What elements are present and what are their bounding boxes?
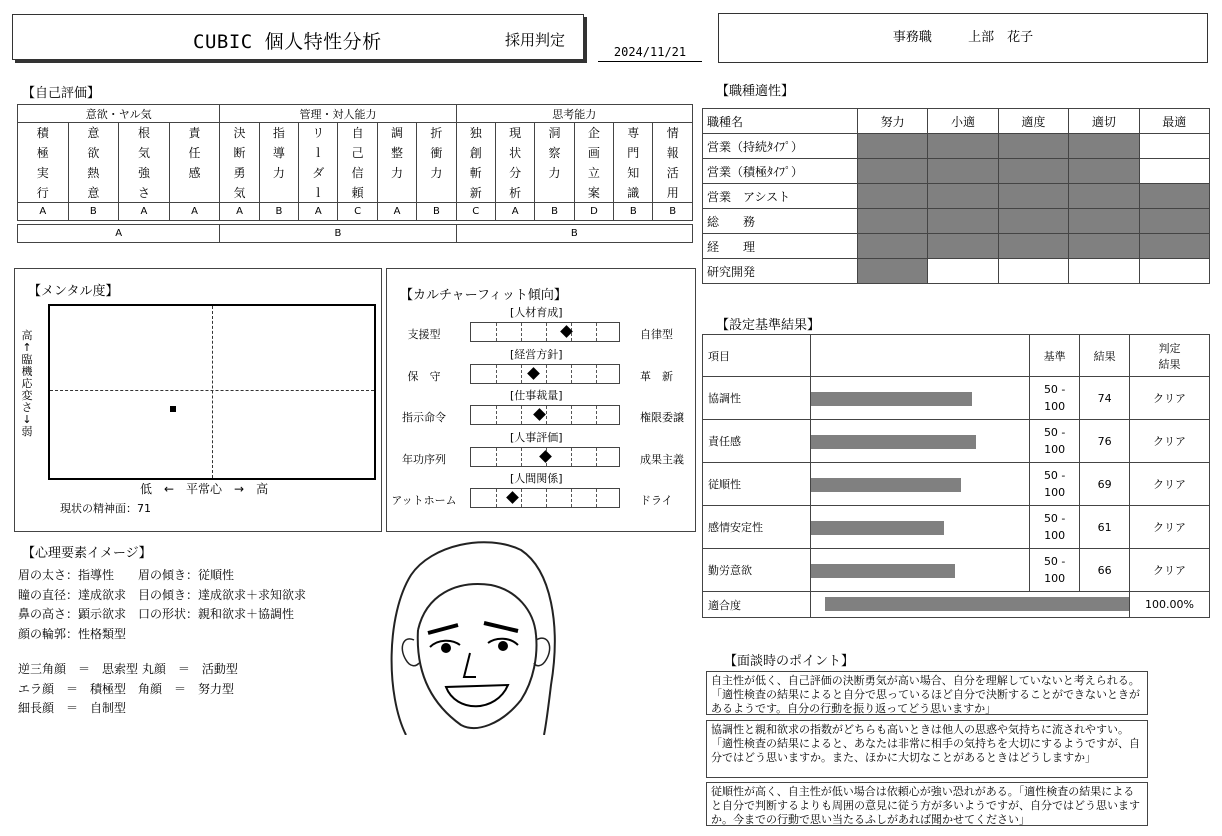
self-eval-trait-char: 力 xyxy=(259,163,298,183)
job-fit-cell xyxy=(1069,184,1139,209)
self-eval-trait-char: 衝 xyxy=(417,143,456,163)
self-eval-table xyxy=(17,104,693,243)
culture-heading: [人間関係] xyxy=(510,472,563,485)
criteria-standard xyxy=(1030,506,1080,549)
self-eval-trait-char: 断 xyxy=(220,143,259,163)
job-fit-cell xyxy=(928,259,998,284)
job-type: 事務職 xyxy=(892,30,932,45)
criteria-header-item: 項目 xyxy=(703,335,811,377)
criteria-header-judge-line: 判定 xyxy=(1158,341,1181,355)
job-fit-cell xyxy=(1069,259,1139,284)
job-fit-cell xyxy=(857,134,927,159)
self-eval-trait-char: 企 xyxy=(574,123,613,143)
job-fit-header: 努力 xyxy=(857,109,927,134)
interview-note: 従順性が高く、自主性が低い場合は依頼心が強い恐れがある。「適性検査の結果によると自分で判断するよりも周囲の意見に従う方が多いようですが、自分ではどう思いますか。今までの行動で思い当たるふしがあれば聞かせてください」 xyxy=(706,782,1148,826)
candidate-box xyxy=(718,13,1208,63)
criteria-result: 74 xyxy=(1080,377,1130,420)
table-row xyxy=(703,159,1210,184)
self-eval-trait-char: 信 xyxy=(338,163,377,183)
culture-scale-tick xyxy=(521,489,522,507)
job-fit-header: 適切 xyxy=(1069,109,1139,134)
criteria-header-judge xyxy=(1130,335,1210,377)
self-eval-trait-char: 整 xyxy=(377,143,416,163)
mental-title: 【メンタル度】 xyxy=(28,284,119,299)
psych-face-type: 細長顔 ＝ 自制型 xyxy=(18,701,127,715)
report-subtitle: 採用判定 xyxy=(505,31,566,49)
criteria-title: 【設定基準結果】 xyxy=(716,318,821,333)
interview-note: 自主性が低く、自己評価の決断勇気が高い場合、自分を理解していないと考えられる。「適性検査の結果によると自分で思っているほど自分で決断することができないときがあるようです。自分の行動を振り返ってどう思いますか」 xyxy=(706,671,1148,715)
criteria-result: 76 xyxy=(1080,420,1130,463)
mental-x-axis: 低 ← 平常心 → 高 xyxy=(140,482,269,496)
job-fit-cell xyxy=(998,159,1068,184)
self-eval-trait-char: ダ xyxy=(299,163,338,183)
mental-y-axis-char: ↓ xyxy=(22,413,32,426)
culture-heading: [経営方針] xyxy=(510,347,563,361)
self-eval-trait-char: 報 xyxy=(653,143,693,163)
self-eval-group-grade: A xyxy=(18,225,220,243)
culture-items xyxy=(386,300,696,530)
psych-line: 瞳の直径：達成欲求 目の傾き：達成欲求＋求知欲求 xyxy=(18,587,307,602)
self-eval-trait-char: 知 xyxy=(614,163,653,183)
candidate-name: 上部 花子 xyxy=(968,30,1034,45)
culture-scale-tick xyxy=(596,489,597,507)
job-fit-cell xyxy=(857,259,927,284)
self-eval-trait-char: 斬 xyxy=(456,163,495,183)
criteria-standard-top: 50 - xyxy=(1043,383,1066,396)
mental-y-axis-char: 応 xyxy=(21,377,33,390)
job-fit-cell xyxy=(998,184,1068,209)
culture-left-label: 支援型 xyxy=(407,328,441,341)
criteria-standard-top: 50 - xyxy=(1043,426,1066,439)
criteria-header-judge-line: 結果 xyxy=(1158,357,1181,371)
culture-marker xyxy=(527,367,540,380)
criteria-header-bar xyxy=(810,335,1029,377)
culture-scale-tick xyxy=(596,448,597,466)
criteria-table xyxy=(702,334,1210,618)
job-fit-cell xyxy=(857,234,927,259)
mental-point xyxy=(170,406,176,412)
culture-heading: [人事評価] xyxy=(510,430,563,444)
job-fit-cell xyxy=(1139,209,1209,234)
self-eval-trait-char: 案 xyxy=(574,183,613,203)
fit-bar-cell xyxy=(810,592,1129,618)
criteria-standard-top: 50 - xyxy=(1043,555,1066,568)
self-eval-trait-char: 頼 xyxy=(338,183,377,203)
culture-scale-tick xyxy=(546,489,547,507)
job-fit-header: 職種名 xyxy=(703,109,858,134)
table-row xyxy=(703,184,1210,209)
self-eval-trait-char: 立 xyxy=(574,163,613,183)
job-fit-cell xyxy=(857,184,927,209)
report-title-box xyxy=(12,14,584,60)
mental-y-axis xyxy=(20,330,34,438)
self-eval-trait-char: 意 xyxy=(68,123,119,143)
mental-y-axis-char: さ xyxy=(21,401,33,414)
culture-scale-tick xyxy=(496,489,497,507)
self-eval-trait-grade: D xyxy=(574,203,613,221)
self-eval-trait-char: 欲 xyxy=(68,143,119,163)
fit-label: 適合度 xyxy=(703,592,811,618)
culture-scale xyxy=(470,322,620,342)
culture-scale-tick xyxy=(496,365,497,383)
table-row xyxy=(703,134,1210,159)
culture-left-label: アットホーム xyxy=(391,494,457,507)
self-eval-trait-char xyxy=(169,183,220,203)
job-fit-cell xyxy=(1139,134,1209,159)
self-eval-trait-char: 調 xyxy=(377,123,416,143)
self-eval-trait-char: 情 xyxy=(653,123,693,143)
culture-scale-tick xyxy=(596,365,597,383)
self-eval-trait-grade: B xyxy=(417,203,456,221)
culture-scale xyxy=(470,405,620,425)
self-eval-trait-char: 責 xyxy=(169,123,220,143)
culture-scale-tick xyxy=(496,323,497,341)
criteria-header-result: 結果 xyxy=(1080,335,1130,377)
job-fit-header: 小適 xyxy=(928,109,998,134)
criteria-bar-cell xyxy=(810,420,1029,463)
job-fit-cell xyxy=(1069,209,1139,234)
job-fit-cell xyxy=(928,134,998,159)
mental-y-axis-char: 高 xyxy=(21,329,33,342)
culture-scale-tick xyxy=(546,323,547,341)
culture-heading: [人材育成] xyxy=(510,306,563,319)
criteria-standard xyxy=(1030,377,1080,420)
self-eval-trait-char: 察 xyxy=(535,143,574,163)
culture-scale-tick xyxy=(496,448,497,466)
self-eval-trait-char: リ xyxy=(299,123,338,143)
job-fit-cell xyxy=(857,159,927,184)
self-eval-trait-grade: A xyxy=(377,203,416,221)
self-eval-trait-char: 導 xyxy=(259,143,298,163)
job-name: 経 理 xyxy=(703,234,858,259)
criteria-judge: クリア xyxy=(1130,549,1210,592)
criteria-bar xyxy=(811,478,961,492)
self-eval-trait-grade: C xyxy=(456,203,495,221)
job-fit-title: 【職種適性】 xyxy=(716,84,795,99)
job-fit-cell xyxy=(928,209,998,234)
self-eval-trait-char: 感 xyxy=(169,163,220,183)
job-name: 研究開発 xyxy=(703,259,858,284)
self-eval-trait-char: ｌ xyxy=(299,143,338,163)
psych-title: 【心理要素イメージ】 xyxy=(22,546,152,561)
table-row xyxy=(703,259,1210,284)
self-eval-trait-char: 識 xyxy=(614,183,653,203)
culture-scale-tick xyxy=(521,365,522,383)
job-name: 営業 アシスト xyxy=(703,184,858,209)
criteria-item-name: 協調性 xyxy=(703,377,811,420)
self-eval-trait-char: 門 xyxy=(614,143,653,163)
self-eval-trait-char: 画 xyxy=(574,143,613,163)
self-eval-trait-char xyxy=(377,183,416,203)
self-eval-trait-char: 分 xyxy=(495,163,534,183)
culture-right-label: 成果主義 xyxy=(640,452,684,466)
criteria-standard xyxy=(1030,549,1080,592)
criteria-item-name: 責任感 xyxy=(703,420,811,463)
criteria-standard xyxy=(1030,420,1080,463)
report-date: 2024/11/21 xyxy=(598,42,702,62)
criteria-standard-top: 50 - xyxy=(1043,512,1066,525)
culture-heading: [仕事裁量] xyxy=(510,389,563,402)
self-eval-trait-char: 任 xyxy=(169,143,220,163)
self-eval-trait-char: 用 xyxy=(653,183,693,203)
culture-scale-tick xyxy=(521,323,522,341)
mental-plot xyxy=(48,304,376,480)
job-name: 営業（持続ﾀｲﾌﾟ） xyxy=(703,134,858,159)
self-eval-trait-char: 新 xyxy=(456,183,495,203)
criteria-standard-bottom: 100 xyxy=(1044,400,1066,413)
self-eval-group-name: 思考能力 xyxy=(456,105,692,123)
job-fit-cell xyxy=(1139,234,1209,259)
mental-h-divider xyxy=(50,390,374,391)
culture-left-label: 保 守 xyxy=(407,369,441,383)
criteria-header-standard: 基準 xyxy=(1030,335,1080,377)
table-row xyxy=(703,209,1210,234)
self-eval-trait-char: 洞 xyxy=(535,123,574,143)
self-eval-trait-char: 決 xyxy=(220,123,259,143)
culture-scale-tick xyxy=(571,448,572,466)
self-eval-trait-char: 熱 xyxy=(68,163,119,183)
culture-right-label: 自律型 xyxy=(640,328,673,341)
culture-marker xyxy=(533,408,546,421)
self-eval-trait-char: 力 xyxy=(535,163,574,183)
criteria-bar xyxy=(811,521,944,535)
culture-scale-tick xyxy=(546,406,547,424)
self-eval-trait-grade: A xyxy=(220,203,259,221)
table-row xyxy=(703,420,1210,463)
table-row xyxy=(703,549,1210,592)
job-fit-cell xyxy=(928,234,998,259)
fit-bar xyxy=(825,597,1129,611)
culture-scale xyxy=(470,364,620,384)
criteria-result: 69 xyxy=(1080,463,1130,506)
self-eval-trait-char xyxy=(259,183,298,203)
job-fit-header: 適度 xyxy=(998,109,1068,134)
job-fit-cell xyxy=(998,259,1068,284)
job-fit-cell xyxy=(998,234,1068,259)
self-eval-trait-char: 自 xyxy=(338,123,377,143)
culture-right-label: ドライ xyxy=(640,494,673,507)
self-eval-trait-char: ｌ xyxy=(299,183,338,203)
self-eval-trait-grade: B xyxy=(259,203,298,221)
job-fit-cell xyxy=(1069,134,1139,159)
self-eval-trait-char: 根 xyxy=(119,123,170,143)
self-eval-trait-char: さ xyxy=(119,183,170,203)
self-eval-trait-grade: B xyxy=(653,203,693,221)
self-eval-trait-char: 指 xyxy=(259,123,298,143)
report-title: CUBIC 個人特性分析 xyxy=(193,31,382,53)
self-eval-trait-char xyxy=(535,183,574,203)
culture-scale-tick xyxy=(596,406,597,424)
culture-scale-tick xyxy=(596,323,597,341)
criteria-standard-bottom: 100 xyxy=(1044,572,1066,585)
culture-right-label: 権限委譲 xyxy=(640,411,684,424)
self-eval-trait-char: 独 xyxy=(456,123,495,143)
culture-scale-tick xyxy=(546,365,547,383)
culture-scale xyxy=(470,447,620,467)
self-eval-trait-grade: C xyxy=(338,203,377,221)
self-eval-trait-char: 活 xyxy=(653,163,693,183)
table-row xyxy=(703,506,1210,549)
self-eval-trait-char: 折 xyxy=(417,123,456,143)
psych-line: 鼻の高さ：顕示欲求 口の形状：親和欲求＋協調性 xyxy=(18,607,295,621)
criteria-judge: クリア xyxy=(1130,420,1210,463)
mental-y-axis-char: ↑ xyxy=(22,341,32,354)
self-eval-trait-char: 勇 xyxy=(220,163,259,183)
table-row xyxy=(703,463,1210,506)
mental-current: 現状の精神面：71 xyxy=(60,502,151,515)
self-eval-trait-char: 実 xyxy=(18,163,69,183)
culture-scale-tick xyxy=(496,406,497,424)
criteria-standard xyxy=(1030,463,1080,506)
criteria-item-name: 従順性 xyxy=(703,463,811,506)
self-eval-trait-char: 気 xyxy=(220,183,259,203)
self-eval-trait-grade: A xyxy=(18,203,69,221)
job-name: 総 務 xyxy=(703,209,858,234)
self-eval-trait-char: 析 xyxy=(495,183,534,203)
criteria-bar xyxy=(811,564,955,578)
self-eval-trait-char: 意 xyxy=(68,183,119,203)
self-eval-group-grade: B xyxy=(220,225,456,243)
criteria-judge: クリア xyxy=(1130,506,1210,549)
self-eval-trait-char: 己 xyxy=(338,143,377,163)
table-row xyxy=(703,592,1210,618)
job-fit-cell xyxy=(1139,184,1209,209)
self-eval-trait-grade: B xyxy=(614,203,653,221)
mental-y-axis-char: 弱 xyxy=(21,425,33,438)
culture-scale-tick xyxy=(571,365,572,383)
criteria-bar-cell xyxy=(810,463,1029,506)
psych-line: 顔の輪郭：性格類型 xyxy=(18,626,127,641)
job-fit-cell xyxy=(998,209,1068,234)
self-eval-trait-char: 気 xyxy=(119,143,170,163)
criteria-item-name: 感情安定性 xyxy=(703,506,811,549)
job-fit-cell xyxy=(857,209,927,234)
table-row xyxy=(703,377,1210,420)
criteria-judge: クリア xyxy=(1130,463,1210,506)
culture-marker xyxy=(507,491,520,504)
job-fit-cell xyxy=(1069,159,1139,184)
interview-note: 協調性と親和欲求の指数がどちらも高いときは他人の思惑や気持ちに流されやすい。「適性検査の結果によると、あなたは非常に相手の気持ちを大切にするようですが、自分ではどう思いますか。また、ほかに大切なことがあるときはどうしますか」 xyxy=(706,720,1148,778)
job-fit-cell xyxy=(928,159,998,184)
self-eval-trait-char: 現 xyxy=(495,123,534,143)
culture-right-label: 革 新 xyxy=(640,369,673,383)
culture-title: 【カルチャーフィット傾向】 xyxy=(400,288,567,303)
self-eval-trait-grade: A xyxy=(299,203,338,221)
criteria-bar-cell xyxy=(810,506,1029,549)
culture-scale xyxy=(470,488,620,508)
self-eval-trait-char: 行 xyxy=(18,183,69,203)
job-fit-cell xyxy=(928,184,998,209)
criteria-standard-bottom: 100 xyxy=(1044,486,1066,499)
criteria-standard-bottom: 100 xyxy=(1044,529,1066,542)
culture-left-label: 年功序列 xyxy=(402,452,446,466)
table-row xyxy=(703,234,1210,259)
self-eval-trait-char: 力 xyxy=(417,163,456,183)
psych-face-type: 逆三角顔 ＝ 思索型 丸顔 ＝ 活動型 xyxy=(18,662,238,676)
self-eval-trait-char: 強 xyxy=(119,163,170,183)
interview-title: 【面談時のポイント】 xyxy=(724,654,855,669)
self-eval-trait-char xyxy=(417,183,456,203)
job-name: 営業（積極ﾀｲﾌﾟ） xyxy=(703,159,858,184)
criteria-bar xyxy=(811,435,977,449)
self-eval-trait-char: 積 xyxy=(18,123,69,143)
job-fit-cell xyxy=(998,134,1068,159)
job-fit-cell xyxy=(1069,234,1139,259)
fit-value: 100.00% xyxy=(1130,592,1210,618)
self-eval-trait-grade: B xyxy=(68,203,119,221)
self-eval-title: 【自己評価】 xyxy=(22,86,101,101)
culture-marker xyxy=(539,450,552,463)
self-eval-trait-grade: A xyxy=(119,203,170,221)
self-eval-trait-char: 状 xyxy=(495,143,534,163)
mental-y-axis-char: 機 xyxy=(21,365,33,378)
self-eval-trait-char: 力 xyxy=(377,163,416,183)
self-eval-trait-char: 極 xyxy=(18,143,69,163)
psych-line: 眉の太さ：指導性 眉の傾き：従順性 xyxy=(18,568,235,582)
job-fit-table xyxy=(702,108,1210,284)
criteria-standard-bottom: 100 xyxy=(1044,443,1066,456)
job-fit-header: 最適 xyxy=(1139,109,1209,134)
culture-scale-tick xyxy=(571,489,572,507)
criteria-result: 61 xyxy=(1080,506,1130,549)
job-fit-cell xyxy=(1139,259,1209,284)
self-eval-group-name: 管理・対人能力 xyxy=(220,105,456,123)
self-eval-trait-char: 創 xyxy=(456,143,495,163)
criteria-item-name: 勤労意欲 xyxy=(703,549,811,592)
self-eval-group-grade: B xyxy=(456,225,692,243)
face-illustration-icon xyxy=(386,535,566,735)
self-eval-trait-grade: A xyxy=(495,203,534,221)
culture-scale-tick xyxy=(521,448,522,466)
mental-v-divider xyxy=(212,306,213,478)
self-eval-trait-grade: A xyxy=(169,203,220,221)
culture-scale-tick xyxy=(521,406,522,424)
psych-face-type: エラ顔 ＝ 積極型 角顔 ＝ 努力型 xyxy=(18,681,235,696)
job-fit-cell xyxy=(1139,159,1209,184)
self-eval-trait-char: 専 xyxy=(614,123,653,143)
criteria-result: 66 xyxy=(1080,549,1130,592)
mental-y-axis-char: 臨 xyxy=(21,353,33,366)
criteria-bar-cell xyxy=(810,377,1029,420)
culture-left-label: 指示命令 xyxy=(402,411,446,424)
criteria-judge: クリア xyxy=(1130,377,1210,420)
criteria-standard-top: 50 - xyxy=(1043,469,1066,482)
culture-scale-tick xyxy=(571,406,572,424)
mental-y-axis-char: 変 xyxy=(21,389,33,402)
criteria-bar xyxy=(811,392,972,406)
criteria-bar-cell xyxy=(810,549,1029,592)
self-eval-trait-grade: B xyxy=(535,203,574,221)
self-eval-group-name: 意欲・ヤル気 xyxy=(18,105,220,123)
